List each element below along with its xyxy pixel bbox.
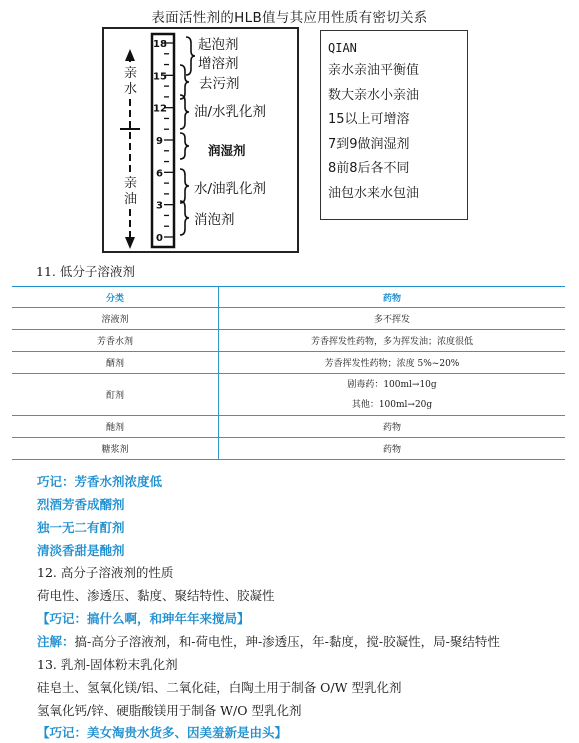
- label-defoaming: 消泡剂: [194, 212, 235, 228]
- label-wo-emulsifier: 水/油乳化剂: [194, 181, 267, 197]
- table-cell-type: 糖浆剂: [12, 438, 219, 460]
- table-header-drug: 药物: [219, 287, 566, 308]
- tip-line: 清淡香甜是酏剂: [37, 543, 125, 558]
- tip-line: 烈酒芳香成醑剂: [37, 497, 125, 512]
- section-13-tip: 【巧记：美女淘贵水货多、因美羞新是由头】: [37, 725, 288, 740]
- table-row: [12, 330, 565, 352]
- ruler-tick-label: 6: [156, 168, 163, 180]
- table-cell-drug: 药物: [219, 416, 566, 438]
- mnemonic-line: 8前8后各不同: [328, 161, 410, 176]
- table-cell-type: 溶液剂: [12, 308, 219, 330]
- section-13-line-2: 氢氧化钙/锌、硬脂酸镁用于制备 W/O 型乳化剂: [37, 703, 302, 718]
- table-cell-type: 芳香水剂: [12, 330, 219, 352]
- mnemonic-line: 亲水亲油平衡值: [328, 63, 420, 78]
- table-row: [12, 374, 565, 416]
- hlb-diagram: [102, 27, 299, 253]
- brace-defoam: [180, 201, 189, 235]
- brace-detergent: [180, 65, 189, 99]
- brace-wetting: [180, 133, 189, 159]
- label-ow-emulsifier: 油/水乳化剂: [194, 104, 267, 120]
- axis-label-upper-2: 水: [124, 82, 138, 97]
- mnemonic-line: 15以上可增溶: [328, 112, 410, 127]
- mnemonic-line: 数大亲水小亲油: [328, 87, 420, 103]
- table-header-row: [12, 287, 565, 308]
- table-row: [12, 438, 565, 460]
- section-12-properties: 荷电性、渗透压、黏度、聚结特性、胶凝性: [37, 588, 275, 603]
- hlb-scale-drawing: [104, 29, 301, 255]
- label-wetting: 润湿剂: [208, 143, 246, 158]
- axis-label-lower-2: 油: [124, 192, 138, 207]
- table-header-type: 分类: [12, 287, 219, 308]
- ruler-tick-label: 12: [153, 103, 167, 115]
- ruler-tick-label: 18: [153, 39, 167, 50]
- table-cell-type: 酏剂: [12, 416, 219, 438]
- table-row: [12, 352, 565, 374]
- table-cell-drug: [219, 374, 566, 416]
- axis-arrow-down-icon: [125, 237, 135, 249]
- section-11-heading: 11. 低分子溶液剂: [36, 264, 135, 279]
- table-row: [12, 416, 565, 438]
- table-cell-type: 醑剂: [12, 352, 219, 374]
- label-foaming: 起泡剂: [198, 37, 239, 53]
- note-label: 注解：: [37, 634, 75, 649]
- tip-line: 独一无二有酊剂: [37, 520, 125, 535]
- mnemonic-code: QIAN: [328, 41, 357, 55]
- table-cell-type: 酊剂: [12, 374, 219, 416]
- drug-subline: 其他：100ml→20g: [351, 399, 433, 410]
- axis-label-lower: 亲: [124, 176, 138, 191]
- mnemonic-box: [320, 30, 468, 220]
- section-12-note: [37, 632, 500, 650]
- axis-arrow-up-icon: [125, 49, 135, 61]
- section-13-line-1: 硅皂土、氢氧化镁/铝、二氧化硅，白陶土用于制备 O/W 型乳化剂: [37, 680, 402, 695]
- ruler-tick-label: 3: [156, 200, 163, 212]
- brace-ow: [180, 95, 189, 129]
- note-text: 搞-高分子溶液剂，和-荷电性，珅-渗透压，年-黏度，搅-胶凝性，局-聚结特性: [74, 634, 500, 649]
- table-row: [12, 308, 565, 330]
- ruler-tick-label: 15: [153, 71, 167, 83]
- table-cell-drug: 芳香挥发性药物；浓度 5%~20%: [219, 352, 566, 374]
- mnemonic-line: 7到9做润湿剂: [328, 136, 410, 152]
- ruler-tick-label: 9: [156, 136, 163, 147]
- label-solubilizing: 增溶剂: [198, 56, 239, 72]
- ruler-tick-label: 0: [156, 233, 163, 244]
- mnemonic-line: 油包水来水包油: [328, 185, 420, 201]
- section-12-heading: 12. 高分子溶液剂的性质: [37, 565, 174, 580]
- label-detergent: 去污剂: [199, 76, 240, 92]
- drug-subline: 剧毒药：100ml→10g: [347, 379, 437, 390]
- figure-title: 表面活性剂的HLB值与其应用性质有密切关系: [151, 10, 428, 26]
- brace-wo: [180, 169, 189, 203]
- table-cell-drug: 芳香挥发性药物，多为挥发油；浓度很低: [219, 330, 566, 352]
- table-cell-drug: 多不挥发: [219, 308, 566, 330]
- axis-label-upper: 亲: [124, 66, 138, 81]
- table-cell-drug: 药物: [219, 438, 566, 460]
- solution-table: [12, 286, 565, 460]
- brace-foam: [186, 37, 195, 75]
- section-12-tip: 【巧记：搞什么啊，和珅年年来搅局】: [37, 611, 250, 626]
- tip-line: 巧记：芳香水剂浓度低: [37, 474, 163, 489]
- section-13-heading: 13. 乳剂-固体粉末乳化剂: [37, 657, 178, 672]
